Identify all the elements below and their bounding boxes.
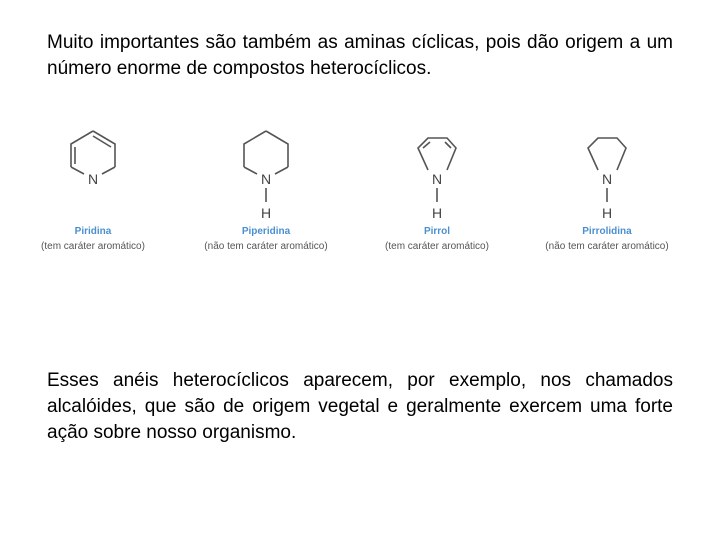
pyrrolidine-ring (588, 138, 626, 170)
pyridine-structure (41, 131, 145, 252)
pyrrolidine-note: (não tem caráter aromático) (545, 241, 669, 252)
pyridine-nitrogen: N (87, 171, 99, 187)
piperidine-name: Piperidina (241, 226, 291, 237)
intro-paragraph: Muito importantes são também as aminas cíclicas, pois dão origem a um número enorme de compostos heterocíclicos. (47, 32, 673, 79)
pyrrolidine-hydrogen: H (601, 205, 613, 221)
heterocycle-structures-figure (0, 118, 720, 258)
pyrrole-structure (385, 138, 489, 252)
pyrrole-hydrogen: H (431, 205, 443, 221)
pyridine-note: (tem caráter aromático) (41, 241, 145, 252)
pyrrole-nitrogen: N (431, 171, 443, 187)
pyrrole-ring (418, 138, 456, 170)
pyrrolidine-name: Pirrolidina (582, 226, 632, 237)
piperidine-nitrogen: N (260, 171, 272, 187)
pyridine-double-bonds (75, 136, 111, 164)
pyridine-name: Piridina (74, 226, 112, 237)
pyrrolidine-nitrogen: N (601, 171, 613, 187)
pyrrole-double-bonds (423, 142, 451, 148)
piperidine-hydrogen: H (260, 205, 272, 221)
pyrrole-name: Pirrol (423, 226, 451, 237)
outro-paragraph: Esses anéis heterocíclicos aparecem, por exemplo, nos chamados alcalóides, que são de origem vegetal e geralmente exercem uma forte ação sobre nosso organismo. (47, 370, 673, 443)
pyrrolidine-structure (545, 138, 668, 252)
piperidine-note: (não tem caráter aromático) (204, 241, 328, 252)
pyrrole-note: (tem caráter aromático) (385, 241, 489, 252)
piperidine-ring (244, 131, 288, 167)
piperidine-structure (204, 131, 327, 252)
